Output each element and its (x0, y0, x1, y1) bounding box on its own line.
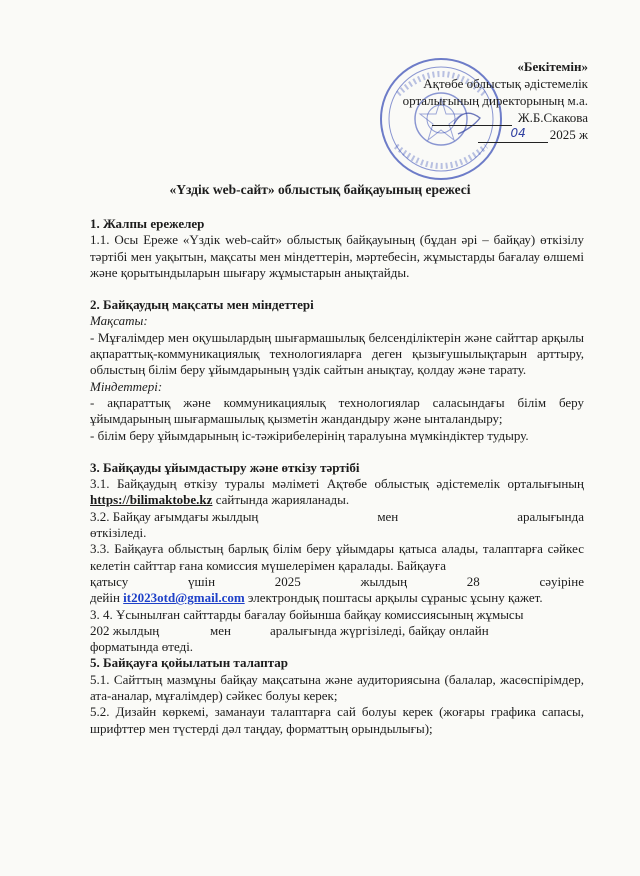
task-1: - ақпараттық және коммуникациялық технологиялар саласындағы білім беру ұйымдарының шығармашылық қызметін жандандыру және ынталандыру; (90, 394, 584, 427)
signature-line (432, 111, 512, 126)
document-title: «Үздік web-сайт» облыстық байқауының ережесі (169, 182, 471, 197)
section-5-heading: 5. Байқауға қойылатын талаптар (90, 655, 288, 671)
section-5-paragraph-2: 5.2. Дизайн көркемі, заманауи талаптарға сай болуы керек (жоғары графика сапасы, шрифттер мен түстерді дәл таңдау, форматтың орындылығы); (90, 704, 584, 736)
email-link[interactable]: it2023otd@gmail.com (123, 590, 245, 606)
p32-part-c: аралығында (517, 508, 584, 524)
approval-title: «Бекітемін» (517, 59, 588, 74)
section-3-paragraph-1 (90, 476, 584, 509)
date-line (478, 128, 548, 143)
approval-line-2: орталығының директорының м.а. (402, 93, 588, 108)
p31-text-after: сайтында жарияланады. (212, 492, 350, 508)
p33-word-f: сәуіріне (539, 573, 584, 589)
p33-word-c: 2025 (274, 573, 301, 589)
section-5-paragraph-1: 5.1. Сайттың мазмұны байқау мақсатына және аудиториясына (балалар, жасөспірімдер, ата-аналар, мұғалімдер) сәйкес болуы керек; (90, 671, 584, 704)
handwritten-date: 04 (510, 126, 526, 140)
p33-word-e: 28 (466, 573, 480, 589)
section-3-paragraph-2-line (90, 509, 584, 525)
p34-line-3: форматында өтеді. (90, 639, 194, 655)
approval-signer: Ж.Б.Скакова (517, 110, 588, 125)
approval-date-row (403, 126, 588, 143)
p34-part-b: мен (210, 622, 231, 638)
section-1-paragraph-1: 1.1. Осы Ереже «Үздік web-сайт» облыстық байқауының (бұдан әрі – байқау) өткізілу тәртібі мен уақытын, мақсаты мен міндеттерін, мәртебесін, жұмыстарды бағалау өлшемі және қорытындыларын шығару жұмыстарын анықтайды. (90, 232, 584, 280)
task-2: - білім беру ұйымдарының іс-тәжірибелерінің таралуына мүмкіндіктер тудыру. (90, 427, 529, 443)
section-3-paragraph-3-row (90, 574, 584, 590)
section-3-heading: 3. Байқауды ұйымдастыру және өткізу тәртібі (90, 459, 360, 475)
p32-part-a: 3.2. Байқау ағымдағы жылдың (90, 508, 259, 524)
website-link[interactable]: https://bilimaktobe.kz (90, 492, 213, 508)
goal-text: - Мұғалімдер мен оқушылардың шығармашылық белсенділіктерін және сайттар арқылы ақпараттық-коммуникациялық технологияларға деген қызығушылықтарын арттыру, облыстың білім беру ұйымдарының үздік сайтын анықтау, қолдау және тарату. (90, 329, 584, 378)
section-3-paragraph-3-tail (90, 590, 584, 606)
p34-part-c: аралығында жүргізіледі, байқау онлайн (270, 622, 489, 638)
section-1-heading: 1. Жалпы ережелер (90, 216, 205, 231)
section-3-paragraph-3: 3.3. Байқауға облыстың барлық білім беру ұйымдары қатыса алады, талаптарға сәйкес келетін сайттар ғана комиссия мүшелерімен қаралады. Байқауға (90, 541, 584, 573)
approval-block (403, 58, 588, 143)
p31-text-before: 3.1. Байқаудың өткізу туралы мәліметі Ақтөбе облыстық әдістемелік орталығының (90, 476, 584, 492)
p34-line-1: 3. 4. Ұсынылған сайттарды бағалау бойынша байқау комиссиясының жұмысы (90, 606, 524, 622)
p32-part-b: мен (377, 508, 399, 524)
approval-signer-row (403, 109, 588, 126)
tasks-label: Міндеттері: (90, 378, 163, 394)
section-2-heading: 2. Байқаудың мақсаты мен міндеттері (90, 297, 314, 313)
p32-part-d: өткізіледі. (90, 525, 147, 541)
approval-line-1: Ақтөбе облыстық әдістемелік (423, 76, 588, 91)
p34-line-2 (90, 623, 584, 639)
p33-tail-before: дейін (90, 590, 124, 606)
p33-word-b: үшін (187, 573, 216, 589)
goal-label: Мақсаты: (90, 313, 148, 329)
approval-year: 2025 ж (549, 127, 588, 142)
p33-word-d: жылдың (360, 573, 408, 589)
p33-word-a: қатысу (90, 573, 129, 589)
p34-part-a: 202 жылдың (90, 622, 160, 638)
p33-tail-after: электрондық поштасы арқылы сұраныс ұсыну қажет. (244, 590, 543, 606)
document-body (90, 216, 584, 737)
